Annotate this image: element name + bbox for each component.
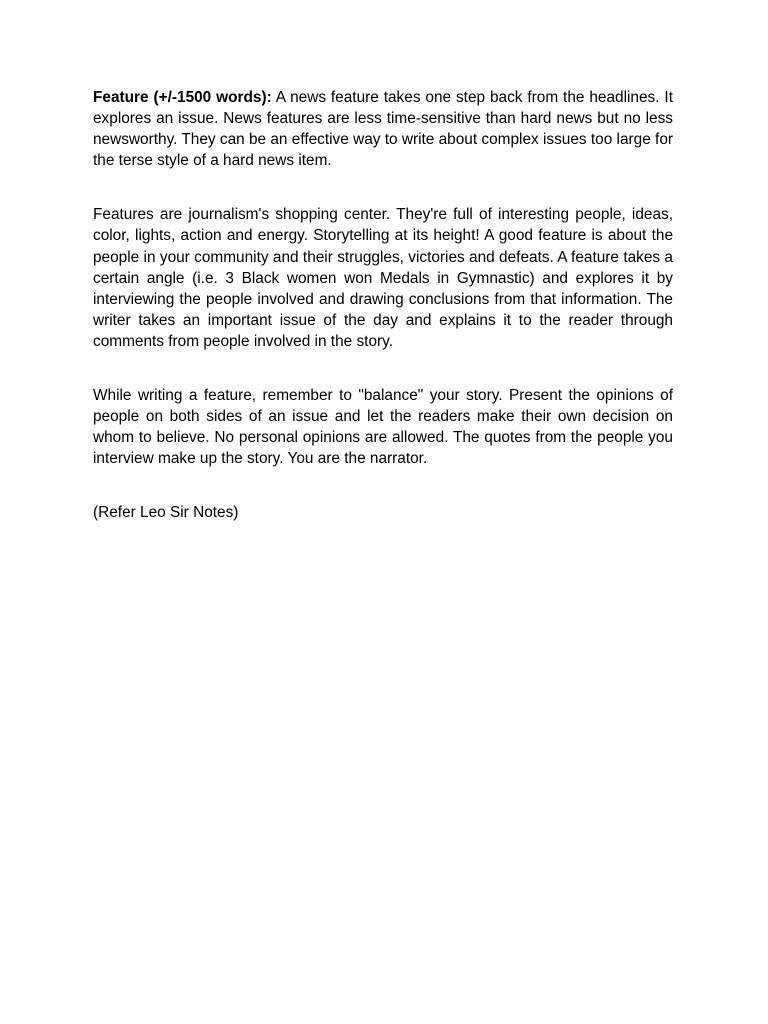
feature-definition-paragraph — [93, 87, 673, 171]
feature-balance-paragraph: While writing a feature, remember to "balance" your story. Present the opinions of people on both sides of an issue and let the readers make their own decision on whom to believe. No personal opinions are allowed. The quotes from the people you interview make up the story. You are the narrator. — [93, 387, 673, 468]
feature-definition-text: A news feature takes one step back from the headlines. It explores an issue. News features are less time-sensitive than hard news but no less newsworthy. They can be an effective way to write about complex issues too large for the terse style of a hard news item. — [93, 89, 674, 170]
feature-heading: Feature (+/-1500 words): — [93, 89, 272, 106]
feature-description-paragraph: Features are journalism's shopping center. They're full of interesting people, ideas, color, lights, action and energy. Storytelling at its height! A good feature is about the people in your community and their struggles, victories and defeats. A feature takes a certain angle (i.e. 3 Black women won Medals in Gymnastic) and explores it by interviewing the people involved and drawing conclusions from that information. The writer takes an important issue of the day and explains it to the reader through comments from people involved in the story. — [93, 206, 673, 350]
reference-note: (Refer Leo Sir Notes) — [93, 504, 239, 522]
document-body — [93, 87, 673, 524]
